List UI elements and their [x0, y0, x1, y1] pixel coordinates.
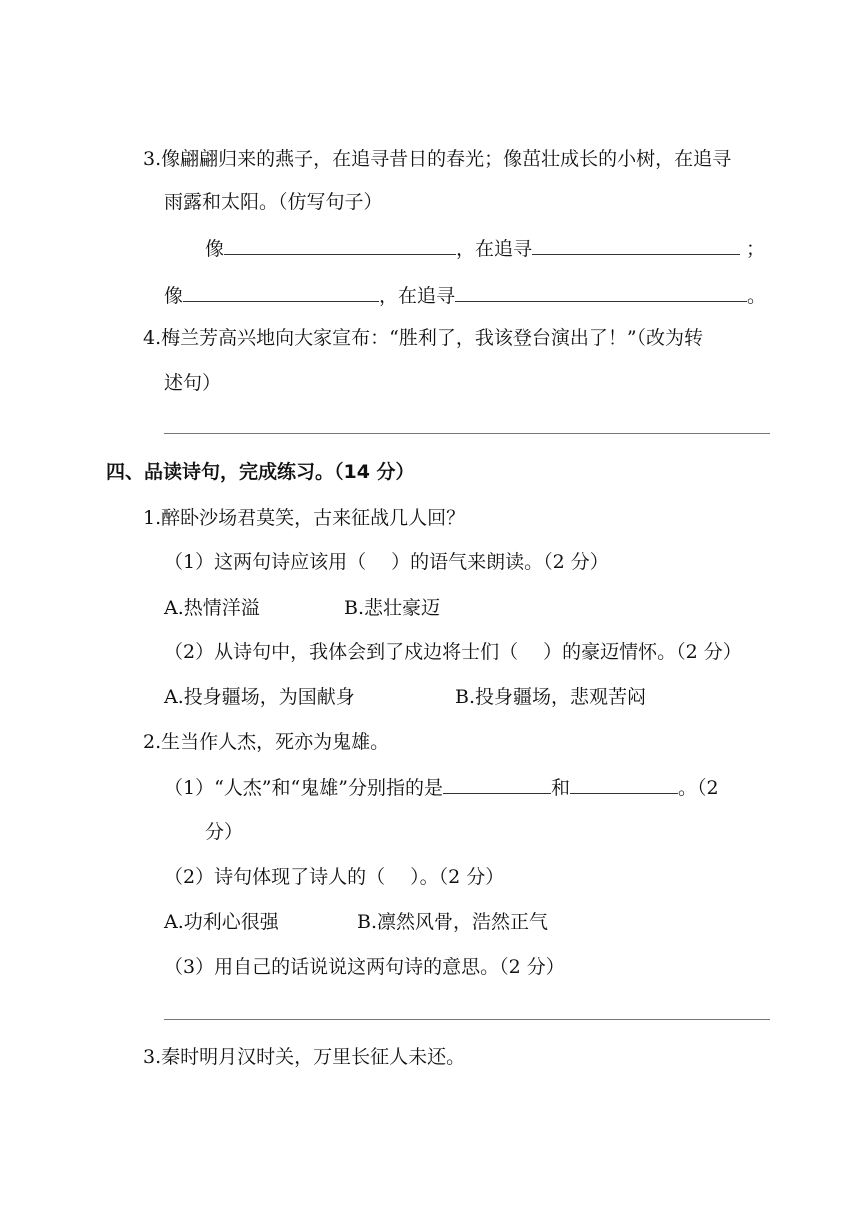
option-a: A.投身疆场，为国献身: [164, 686, 355, 708]
poem-1-stem: 1.醉卧沙场君莫笑，古来征战几人回？: [143, 507, 466, 529]
q4-line-1: 4.梅兰芳高兴地向大家宣布：“胜利了，我该登台演出了！”（改为转: [143, 327, 704, 349]
q3-fill-row-1: [205, 236, 765, 261]
subq-text: 和: [550, 777, 570, 799]
poem-1-subq-1: （1）这两句诗应该用（ ）的语气来朗读。（2 分）: [164, 551, 609, 573]
answer-blank[interactable]: [570, 775, 678, 794]
q4-line-2: 述句）: [164, 372, 222, 394]
subq-text: （1）“人杰”和“鬼雄”分别指的是: [164, 777, 443, 799]
poem-2-answer-line[interactable]: [164, 1019, 770, 1020]
fill-suffix: 。: [747, 285, 767, 307]
answer-blank[interactable]: [532, 236, 740, 255]
answer-blank[interactable]: [224, 236, 456, 255]
poem-2-subq-1-cont: 分）: [205, 821, 244, 843]
q3-line-1: 3.像翩翩归来的燕子，在追寻昔日的春光；像茁壮成长的小树，在追寻: [143, 148, 732, 170]
fill-middle: ，在追寻: [379, 285, 456, 307]
q3-line-2: 雨露和太阳。（仿写句子）: [164, 191, 383, 213]
option-b: B.投身疆场，悲观苦闷: [455, 686, 647, 708]
section-heading: 四、品读诗句，完成练习。（14 分）: [106, 461, 415, 483]
poem-1-subq-2: （2）从诗句中，我体会到了戍边将士们（ ）的豪迈情怀。（2 分）: [164, 641, 742, 663]
q3-fill-row-2: [164, 283, 766, 308]
option-b: B.悲壮豪迈: [344, 597, 441, 619]
fill-suffix: ；: [746, 238, 766, 260]
poem-2-subq-1: [164, 775, 719, 800]
poem-3-stem: 3.秦时明月汉时关，万里长征人未还。: [143, 1046, 466, 1068]
answer-blank[interactable]: [183, 283, 379, 302]
option-b: B.凛然风骨，浩然正气: [357, 911, 549, 933]
fill-middle: ，在追寻: [456, 238, 533, 260]
answer-blank[interactable]: [455, 283, 747, 302]
poem-2-stem: 2.生当作人杰，死亦为鬼雄。: [143, 731, 390, 753]
option-a: A.功利心很强: [164, 911, 279, 933]
fill-prefix: 像: [164, 285, 184, 307]
subq-text: 。（2: [677, 777, 719, 799]
answer-blank[interactable]: [443, 775, 551, 794]
poem-2-subq-3: （3）用自己的话说说这两句诗的意思。（2 分）: [164, 956, 565, 978]
fill-prefix: 像: [205, 238, 225, 260]
option-a: A.热情洋溢: [164, 597, 260, 619]
q4-answer-line[interactable]: [164, 433, 770, 434]
poem-2-subq-2: （2）诗句体现了诗人的（ ）。（2 分）: [164, 866, 505, 888]
